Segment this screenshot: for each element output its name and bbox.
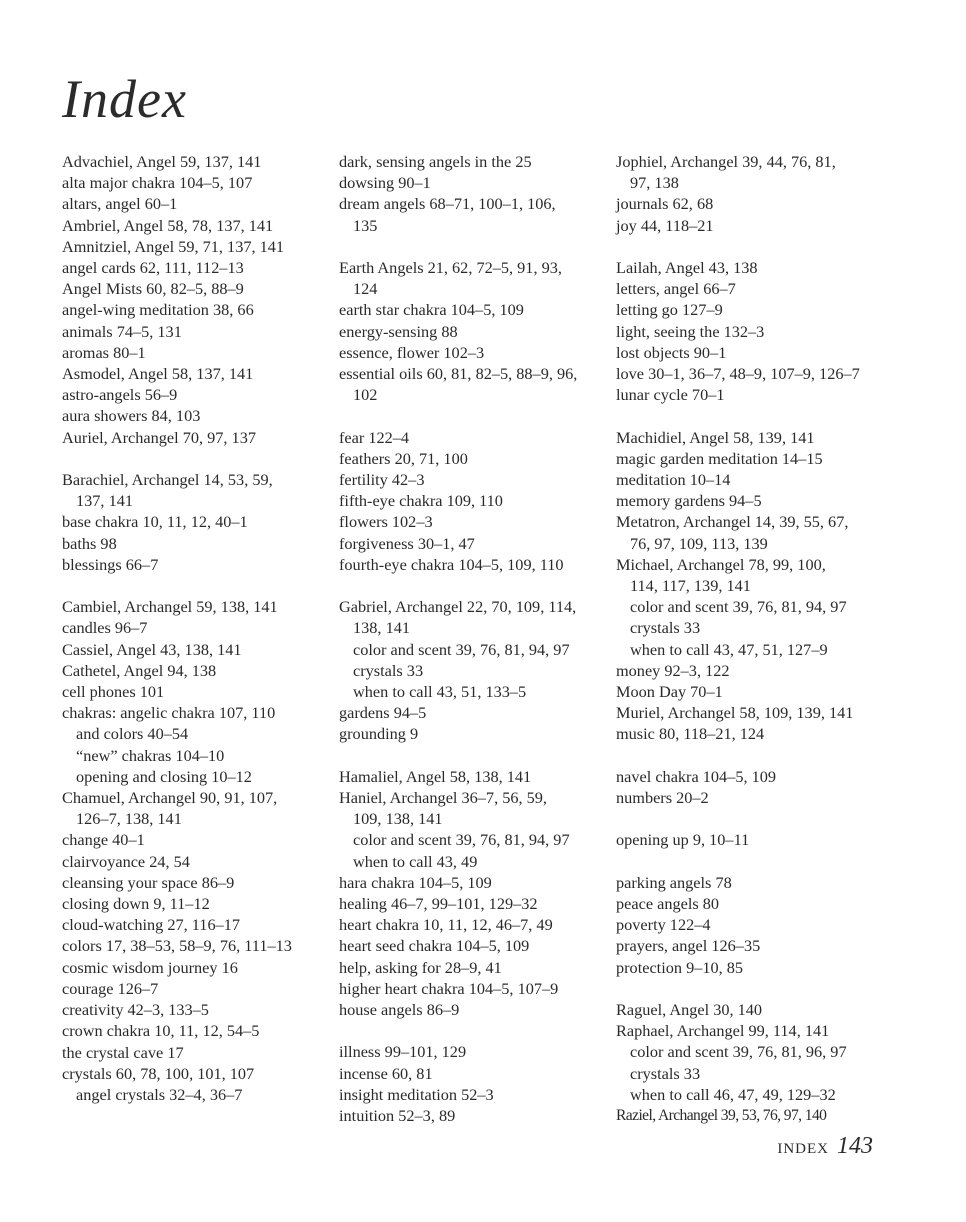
index-section-gap: [616, 236, 916, 257]
index-entry: letting go 127–9: [616, 300, 723, 320]
index-entry: help, asking for 28–9, 41: [339, 957, 502, 977]
index-section-gap: [616, 405, 916, 426]
index-section-gap: [62, 575, 362, 596]
index-entry: illness 99–101, 129: [339, 1042, 467, 1062]
index-entry: opening up 9, 10–11: [616, 830, 750, 850]
index-entry: intuition 52–3, 89: [339, 1106, 456, 1126]
index-entry: altars, angel 60–1: [62, 194, 178, 214]
index-subentry: color and scent 39, 76, 81, 94, 97: [630, 597, 847, 617]
index-entry: energy-sensing 88: [339, 321, 458, 341]
index-entry: forgiveness 30–1, 47: [339, 533, 475, 553]
index-subentry: when to call 43, 49: [353, 851, 478, 871]
index-entry: fifth-eye chakra 109, 110: [339, 491, 503, 511]
index-entry: memory gardens 94–5: [616, 491, 762, 511]
index-entry-continuation: 138, 141: [353, 618, 410, 638]
index-entry: animals 74–5, 131: [62, 321, 182, 341]
index-entry: Machidiel, Angel 58, 139, 141: [616, 427, 815, 447]
index-entry: fear 122–4: [339, 427, 410, 447]
index-section-gap: [339, 745, 639, 766]
index-entry: peace angels 80: [616, 894, 720, 914]
index-entry-continuation: 137, 141: [76, 491, 133, 511]
index-entry: Raziel, Archangel 39, 53, 76, 97, 140: [616, 1107, 827, 1125]
index-entry: prayers, angel 126–35: [616, 936, 761, 956]
index-entry: alta major chakra 104–5, 107: [62, 173, 253, 193]
index-subentry: when to call 46, 47, 49, 129–32: [630, 1084, 836, 1104]
index-subentry: “new” chakras 104–10: [76, 745, 225, 765]
index-entry: courage 126–7: [62, 978, 159, 998]
index-entry: gardens 94–5: [339, 703, 427, 723]
index-entry: music 80, 118–21, 124: [616, 724, 765, 744]
index-entry: Cambiel, Archangel 59, 138, 141: [62, 597, 278, 617]
index-entry: incense 60, 81: [339, 1063, 433, 1083]
index-subentry: color and scent 39, 76, 81, 94, 97: [353, 639, 570, 659]
index-entry: fourth-eye chakra 104–5, 109, 110: [339, 554, 564, 574]
index-entry: Gabriel, Archangel 22, 70, 109, 114,: [339, 597, 577, 617]
index-entry: numbers 20–2: [616, 788, 709, 808]
index-entry: heart seed chakra 104–5, 109: [339, 936, 530, 956]
index-entry: clairvoyance 24, 54: [62, 851, 190, 871]
index-entry: angel-wing meditation 38, 66: [62, 300, 254, 320]
index-entry: protection 9–10, 85: [616, 957, 744, 977]
index-entry-continuation: 124: [353, 279, 378, 299]
index-section-gap: [616, 745, 916, 766]
index-entry: essence, flower 102–3: [339, 342, 485, 362]
index-entry: Michael, Archangel 78, 99, 100,: [616, 554, 826, 574]
index-subentry: and colors 40–54: [76, 724, 189, 744]
index-entry: the crystal cave 17: [62, 1042, 184, 1062]
index-entry: base chakra 10, 11, 12, 40–1: [62, 512, 248, 532]
index-entry-continuation: 126–7, 138, 141: [76, 809, 182, 829]
index-entry: dream angels 68–71, 100–1, 106,: [339, 194, 556, 214]
index-entry: magic garden meditation 14–15: [616, 448, 823, 468]
index-entry: cleansing your space 86–9: [62, 872, 235, 892]
index-entry: crown chakra 10, 11, 12, 54–5: [62, 1021, 260, 1041]
index-section-gap: [62, 448, 362, 469]
index-entry: joy 44, 118–21: [616, 215, 714, 235]
index-subentry: when to call 43, 51, 133–5: [353, 682, 527, 702]
index-entry-continuation: 135: [353, 215, 378, 235]
index-entry: healing 46–7, 99–101, 129–32: [339, 894, 538, 914]
index-column-1: [62, 151, 362, 1105]
index-subentry: opening and closing 10–12: [76, 766, 252, 786]
index-entry: Muriel, Archangel 58, 109, 139, 141: [616, 703, 854, 723]
page-footer: [777, 1133, 873, 1160]
index-entry: cell phones 101: [62, 682, 165, 702]
index-column-3: [616, 151, 916, 1126]
index-subentry: color and scent 39, 76, 81, 96, 97: [630, 1042, 847, 1062]
index-entry: Chamuel, Archangel 90, 91, 107,: [62, 788, 278, 808]
index-section-gap: [339, 575, 639, 596]
index-entry: aura showers 84, 103: [62, 406, 201, 426]
index-entry: grounding 9: [339, 724, 419, 744]
index-entry: angel cards 62, 111, 112–13: [62, 258, 244, 278]
index-subentry: crystals 33: [630, 618, 701, 638]
index-entry: dowsing 90–1: [339, 173, 431, 193]
index-entry: Ambriel, Angel 58, 78, 137, 141: [62, 215, 274, 235]
index-entry: love 30–1, 36–7, 48–9, 107–9, 126–7: [616, 364, 860, 384]
index-entry: Amnitziel, Angel 59, 71, 137, 141: [62, 236, 285, 256]
index-entry: poverty 122–4: [616, 915, 711, 935]
index-entry: colors 17, 38–53, 58–9, 76, 111–13: [62, 936, 292, 956]
index-entry-continuation: 109, 138, 141: [353, 809, 443, 829]
index-subentry: color and scent 39, 76, 81, 94, 97: [353, 830, 570, 850]
index-entry: money 92–3, 122: [616, 660, 730, 680]
index-entry: house angels 86–9: [339, 1000, 460, 1020]
index-entry: blessings 66–7: [62, 554, 159, 574]
index-section-gap: [616, 808, 916, 829]
index-entry: light, seeing the 132–3: [616, 321, 765, 341]
index-entry: insight meditation 52–3: [339, 1084, 494, 1104]
index-entry: baths 98: [62, 533, 117, 553]
index-section-gap: [616, 978, 916, 999]
index-entry: Angel Mists 60, 82–5, 88–9: [62, 279, 244, 299]
index-entry: cloud-watching 27, 116–17: [62, 915, 241, 935]
index-entry: parking angels 78: [616, 872, 732, 892]
index-entry: flowers 102–3: [339, 512, 433, 532]
index-entry: Barachiel, Archangel 14, 53, 59,: [62, 470, 273, 490]
index-entry: navel chakra 104–5, 109: [616, 766, 777, 786]
index-section-gap: [616, 851, 916, 872]
index-entry: lunar cycle 70–1: [616, 385, 725, 405]
index-entry-continuation: 97, 138: [630, 173, 679, 193]
index-column-2: [339, 151, 639, 1126]
index-entry: hara chakra 104–5, 109: [339, 872, 492, 892]
page-title: Index: [62, 69, 187, 129]
index-section-gap: [339, 1020, 639, 1041]
index-entry: higher heart chakra 104–5, 107–9: [339, 978, 559, 998]
index-entry-continuation: 102: [353, 385, 378, 405]
index-entry: creativity 42–3, 133–5: [62, 1000, 209, 1020]
index-subentry: crystals 33: [630, 1063, 701, 1083]
index-entry: Moon Day 70–1: [616, 682, 723, 702]
index-entry: astro-angels 56–9: [62, 385, 178, 405]
index-entry: Hamaliel, Angel 58, 138, 141: [339, 766, 532, 786]
index-entry: Asmodel, Angel 58, 137, 141: [62, 364, 254, 384]
index-entry-continuation: 76, 97, 109, 113, 139: [630, 533, 768, 553]
index-entry: crystals 60, 78, 100, 101, 107: [62, 1063, 255, 1083]
index-entry: Earth Angels 21, 62, 72–5, 91, 93,: [339, 258, 562, 277]
index-entry-continuation: 114, 117, 139, 141: [630, 576, 751, 596]
index-subentry: crystals 33: [353, 660, 424, 680]
index-entry: fertility 42–3: [339, 470, 425, 490]
index-entry: candles 96–7: [62, 618, 148, 638]
index-entry: Raphael, Archangel 99, 114, 141: [616, 1021, 830, 1041]
index-entry: essential oils 60, 81, 82–5, 88–9, 96,: [339, 364, 578, 384]
index-entry: aromas 80–1: [62, 342, 146, 362]
index-entry: lost objects 90–1: [616, 342, 727, 362]
index-entry: Cassiel, Angel 43, 138, 141: [62, 639, 242, 659]
index-section-gap: [339, 405, 639, 426]
index-entry: letters, angel 66–7: [616, 279, 736, 299]
index-entry: Lailah, Angel 43, 138: [616, 258, 758, 277]
index-entry: heart chakra 10, 11, 12, 46–7, 49: [339, 915, 553, 935]
index-subentry: angel crystals 32–4, 36–7: [76, 1084, 243, 1104]
index-entry: dark, sensing angels in the 25: [339, 152, 532, 171]
index-entry: Jophiel, Archangel 39, 44, 76, 81,: [616, 152, 836, 171]
index-subentry: when to call 43, 47, 51, 127–9: [630, 639, 828, 659]
index-entry: earth star chakra 104–5, 109: [339, 300, 524, 320]
index-entry: meditation 10–14: [616, 470, 731, 490]
index-entry: Auriel, Archangel 70, 97, 137: [62, 427, 256, 447]
index-entry: Cathetel, Angel 94, 138: [62, 660, 217, 680]
index-entry: closing down 9, 11–12: [62, 894, 210, 914]
index-entry: Metatron, Archangel 14, 39, 55, 67,: [616, 512, 849, 532]
index-entry: Haniel, Archangel 36–7, 56, 59,: [339, 788, 547, 808]
index-entry: cosmic wisdom journey 16: [62, 957, 238, 977]
index-entry: feathers 20, 71, 100: [339, 448, 468, 468]
index-entry: Advachiel, Angel 59, 137, 141: [62, 152, 262, 171]
index-section-gap: [339, 236, 639, 257]
running-footer-label: INDEX: [777, 1141, 829, 1157]
index-entry: Raguel, Angel 30, 140: [616, 1000, 763, 1020]
index-entry: journals 62, 68: [616, 194, 714, 214]
index-entry: change 40–1: [62, 830, 145, 850]
page-number: 143: [837, 1133, 873, 1159]
index-entry: chakras: angelic chakra 107, 110: [62, 703, 276, 723]
